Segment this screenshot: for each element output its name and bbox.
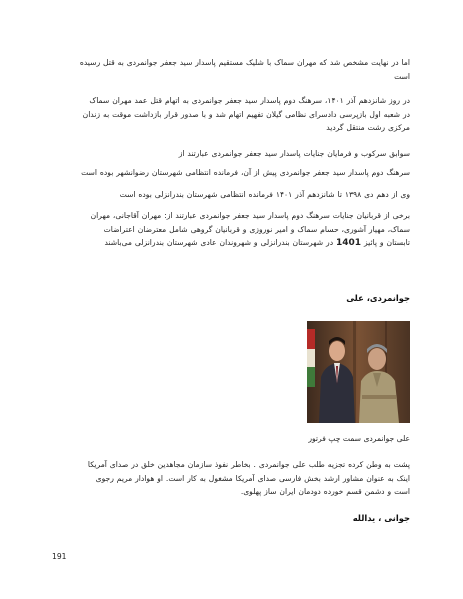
paragraph-line: سماک، مهیار آشوری، حسام سماک و امیر نوروزی و قربانیان گروهی شامل معترضان اعتراضات bbox=[103, 224, 410, 234]
paragraph-line: تابستان و پائیز 1401 در شهرستان بندرانزلی و شهروندان عادی شهرستان بندرانزلی می‌باشند bbox=[104, 238, 410, 248]
paragraph-line: اما در نهایت مشخص شد که مهران سماک با شلیک مستقیم پاسدار سید جعفر جوانمردی به قتل رسیده bbox=[79, 58, 410, 67]
paragraph-line: پشت به وطن کرده تجزیه طلب علی جوانمردی . بخاطر نفوذ سازمان مجاهدین خلق در صدای آمریکا bbox=[87, 460, 410, 469]
paragraph-6 bbox=[52, 209, 410, 251]
paragraph-line: سوابق سرکوب و فرمایان جنایات پاسدار سید جعفر جوانمردی عبارتند از bbox=[178, 149, 410, 158]
photo-image bbox=[307, 321, 410, 423]
paragraph-3 bbox=[52, 147, 410, 161]
paragraph-line: مرکزی رشت منتقل گردید bbox=[326, 123, 410, 132]
photo-caption: علی جوانمردی سمت چپ فرتور bbox=[308, 434, 410, 443]
paragraph-2 bbox=[52, 94, 410, 135]
paragraph-line: برخی از قربانیان جنایات سرهنگ دوم پاسدار سید جعفر جوانمردی عبارتند از: مهران آقاجانی، مهران bbox=[90, 211, 410, 220]
paragraph-4 bbox=[52, 166, 410, 180]
section1-body bbox=[52, 458, 410, 499]
paragraph-5 bbox=[52, 188, 410, 202]
paragraph-line: سرهنگ دوم پاسدار سید جعفر جوانمردی پیش از آن، فرمانده انتظامی شهرستان رضوانشهر بوده است bbox=[81, 168, 410, 177]
page-number: 191 bbox=[52, 552, 67, 561]
section-heading-javanmardi-ali: جوانمردی، علی bbox=[346, 293, 410, 303]
paragraph-1 bbox=[52, 56, 410, 83]
paragraph-line: است bbox=[394, 71, 410, 81]
paragraph-line: است و دشمن قسم خورده دودمان ایران ساز پهلوی. bbox=[240, 487, 410, 496]
paragraph-line: اینک به عنوان مشاور ارشد بخش فارسی صدای آمریکا مشغول به کار است. او هوادار مریم رجوی bbox=[95, 473, 410, 483]
paragraph-line: در روز شانزدهم آذر ۱۴۰۱، سرهنگ دوم پاسدار سید جعفر جوانمردی به اتهام قتل عمد مهران سماک bbox=[89, 96, 410, 105]
section-heading-javani-yadollah: جوانی ، یدالله bbox=[352, 513, 410, 523]
photo-two-men bbox=[307, 321, 410, 423]
paragraph-line: در شعبه اول بازپرسی دادسرای نظامی گیلان تفهیم اتهام شد و با صدور قرار بازداشت موقت به زندان bbox=[82, 109, 410, 119]
paragraph-line: وی از دهم دی ۱۳۹۸ تا شانزدهم آذر ۱۴۰۱ فرمانده انتظامی شهرستان بندرانزلی بوده است bbox=[119, 190, 410, 199]
bold-year: 1401 bbox=[336, 238, 362, 248]
